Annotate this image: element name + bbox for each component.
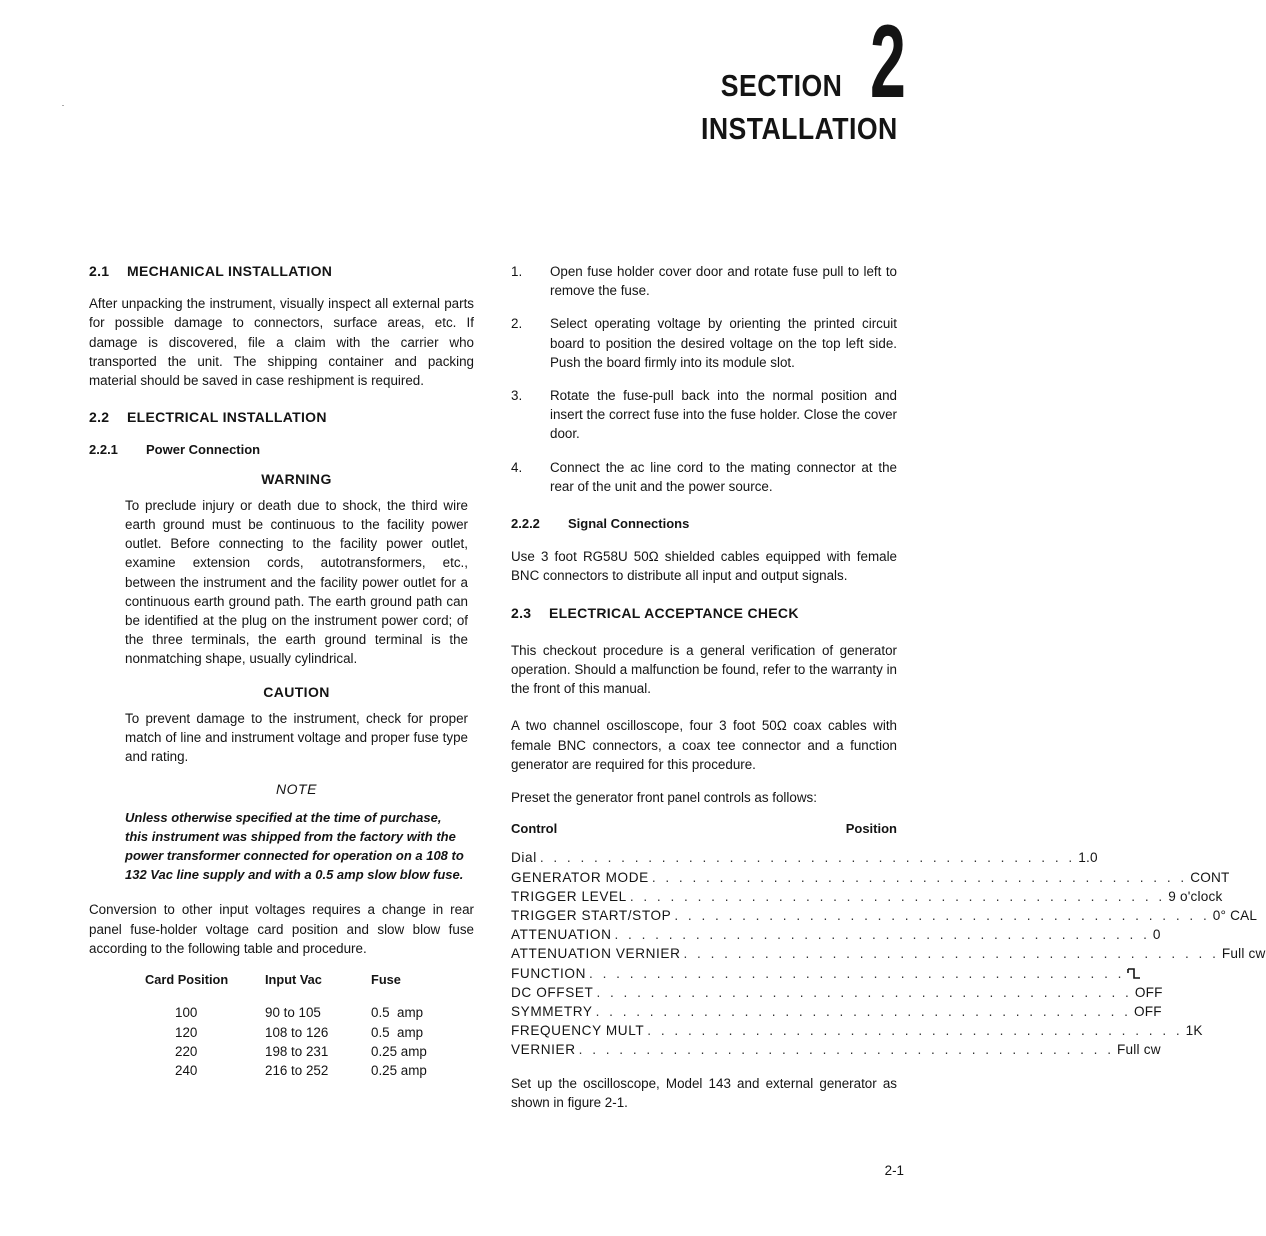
scan-speck bbox=[62, 105, 64, 106]
control-row bbox=[511, 1002, 1162, 1021]
control-row bbox=[511, 868, 1230, 887]
position-column-header: Position bbox=[845, 821, 897, 837]
section-word: SECTION bbox=[720, 68, 843, 104]
fuse-cell: 0.5 amp bbox=[371, 1024, 424, 1040]
conversion-text: Conversion to other input voltages requires a change in rear panel fuse-holder voltage card position and slow blow fuse according to the following table and procedure. bbox=[89, 902, 474, 956]
heading-number: 2.2.2 bbox=[511, 516, 540, 532]
control-row bbox=[511, 925, 1161, 944]
heading-number: 2.2 bbox=[89, 409, 110, 426]
procedure-steps bbox=[511, 262, 897, 496]
input-vac-cell: 216 to 252 bbox=[265, 1062, 329, 1078]
control-value: OFF bbox=[1133, 1003, 1162, 1019]
leader-dots: . . . . . . . . . . . . . . . . . . . . . . . . . . . . . . . . . . . . . . . . bbox=[683, 946, 1219, 962]
control-value: 1K bbox=[1185, 1023, 1203, 1039]
table-header-row bbox=[145, 970, 451, 1003]
column-header: Card Position bbox=[145, 972, 229, 988]
control-label: SYMMETRY bbox=[511, 1003, 593, 1019]
caution-heading: CAUTION bbox=[263, 683, 330, 700]
control-value: OFF bbox=[1134, 984, 1163, 1000]
step-number: 3. bbox=[511, 388, 523, 404]
control-label: ATTENUATION bbox=[511, 927, 612, 943]
signal-connections-text: Use 3 foot RG58U 50Ω shielded cables equipped with female BNC connectors to distribute all input and output signals. bbox=[511, 549, 897, 584]
heading-title: Signal Connections bbox=[568, 516, 690, 532]
acceptance-check-text: This checkout procedure is a general verification of generator operation. Should a malfunction be found, refer to the warranty in the front of this manual. bbox=[511, 642, 897, 697]
note-text: Unless otherwise specified at the time of purchase, this instrument was shipped from the factory with the power transformer connected for operation on a 108 to 132 Vac line supply and with a 0.5 amp slow blow fuse. bbox=[125, 809, 464, 883]
leader-dots: . . . . . . . . . . . . . . . . . . . . . . . . . . . . . . . . . . . . . . . . bbox=[614, 927, 1150, 943]
heading-2-2 bbox=[89, 408, 474, 427]
leader-dots: . . . . . . . . . . . . . . . . . . . . . . . . . . . . . . . . . . . . . . . . bbox=[578, 1042, 1115, 1058]
input-vac-cell: 90 to 105 bbox=[265, 1005, 321, 1021]
control-value: 0 bbox=[1152, 927, 1161, 943]
control-row bbox=[511, 983, 1163, 1002]
heading-title: ELECTRICAL INSTALLATION bbox=[127, 409, 327, 426]
heading-2-2-1 bbox=[89, 440, 474, 459]
column-header: Input Vac bbox=[265, 972, 322, 988]
heading-title: Power Connection bbox=[146, 442, 261, 458]
control-label: TRIGGER LEVEL bbox=[511, 888, 627, 904]
leader-dots: . . . . . . . . . . . . . . . . . . . . . . . . . . . . . . . . . . . . . . . . bbox=[674, 908, 1210, 924]
control-label: TRIGGER START/STOP bbox=[511, 908, 672, 924]
control-value: Full cw bbox=[1117, 1042, 1161, 1058]
warning-heading: WARNING bbox=[261, 470, 332, 487]
leader-dots: . . . . . . . . . . . . . . . . . . . . . . . . . . . . . . . . . . . . . . . . bbox=[595, 1003, 1131, 1019]
leader-dots: . . . . . . . . . . . . . . . . . . . . . . . . . . . . . . . . . . . . . . . . bbox=[596, 984, 1132, 1000]
step-number: 1. bbox=[511, 264, 523, 279]
control-value: 1.0 bbox=[1078, 850, 1098, 866]
control-label: FUNCTION bbox=[511, 965, 587, 981]
table-row bbox=[145, 1042, 451, 1061]
setup-text: Set up the oscilloscope, Model 143 and external generator as shown in figure 2-1. bbox=[511, 1075, 897, 1110]
column-header: Fuse bbox=[371, 972, 401, 988]
table-row bbox=[145, 1061, 451, 1080]
heading-2-1 bbox=[89, 262, 474, 281]
right-column bbox=[511, 262, 1266, 1124]
table-row bbox=[145, 1003, 451, 1022]
fuse-cell: 0.25 amp bbox=[371, 1043, 427, 1059]
list-item bbox=[511, 386, 897, 444]
control-row bbox=[511, 906, 1258, 925]
control-row bbox=[511, 887, 1223, 906]
section-header bbox=[669, 4, 906, 147]
caution-text: To prevent damage to the instrument, check for proper match of line and instrument voltage and proper fuse type and rating. bbox=[125, 710, 468, 765]
control-row bbox=[511, 1021, 1203, 1040]
section-line bbox=[669, 4, 906, 120]
controls-list bbox=[511, 848, 1266, 1059]
control-value: 9 o'clock bbox=[1168, 888, 1223, 904]
fuse-cell: 0.5 amp bbox=[371, 1005, 424, 1021]
mechanical-installation-text: After unpacking the instrument, visually inspect all external parts for possible damage to connectors, surface areas, etc. If damage is discovered, file a claim with the carrier who transported the unit. The shipping container and packing material should be saved in case reshipment is required. bbox=[89, 296, 474, 389]
heading-number: 2.1 bbox=[89, 263, 110, 279]
card-position-cell: 220 bbox=[175, 1043, 198, 1059]
fuse-cell: 0.25 amp bbox=[371, 1062, 427, 1078]
step-text: Select operating voltage by orienting the printed circuit board to position the desired voltage on the top left side. Push the board firmly into its module slot. bbox=[550, 316, 897, 370]
step-text: Open fuse holder cover door and rotate fuse pull to left to remove the fuse. bbox=[550, 264, 897, 299]
heading-2-3 bbox=[511, 604, 897, 623]
input-vac-cell: 108 to 126 bbox=[265, 1024, 329, 1040]
control-value: Full cw bbox=[1221, 946, 1266, 962]
section-number: 2 bbox=[870, 4, 906, 120]
control-label: ATTENUATION VERNIER bbox=[511, 946, 681, 962]
controls-header bbox=[511, 819, 897, 838]
heading-title: ELECTRICAL ACCEPTANCE CHECK bbox=[549, 604, 799, 621]
step-number: 4. bbox=[511, 459, 523, 475]
list-item bbox=[511, 262, 897, 300]
input-vac-cell: 198 to 231 bbox=[265, 1043, 329, 1059]
card-position-cell: 240 bbox=[175, 1062, 198, 1078]
control-row bbox=[511, 848, 1098, 867]
section-title: INSTALLATION bbox=[701, 111, 898, 147]
warning-text: To preclude injury or death due to shock, the third wire earth ground must be continuous to the facility power outlet. Before connecting to the facility power outlet, examine extension cords, autotransformers, etc., between the instrument and the facility power outlet for a continuous earth ground path. The earth ground path can be identified at the plug on the instrument power cord; of the three terminals, the earth ground terminal is the nonmatching shape, usually cylindrical. bbox=[125, 497, 468, 667]
control-label: FREQUENCY MULT bbox=[511, 1023, 645, 1039]
control-label: DC OFFSET bbox=[511, 984, 594, 1000]
card-position-cell: 100 bbox=[175, 1005, 198, 1021]
table-row bbox=[145, 1023, 451, 1042]
control-label: GENERATOR MODE bbox=[511, 869, 649, 885]
equipment-text: A two channel oscilloscope, four 3 foot 50Ω coax cables with female BNC connectors, a coax tee connector and a function generator are required for this procedure. bbox=[511, 718, 897, 772]
card-position-cell: 120 bbox=[175, 1024, 198, 1040]
leader-dots: . . . . . . . . . . . . . . . . . . . . . . . . . . . . . . . . . . . . . . . . bbox=[629, 888, 1166, 904]
left-column bbox=[89, 262, 474, 1080]
list-item bbox=[511, 458, 897, 496]
step-text: Connect the ac line cord to the mating connector at the rear of the unit and the power source. bbox=[550, 459, 897, 494]
control-label: Dial bbox=[511, 850, 537, 866]
list-item bbox=[511, 314, 897, 372]
note-heading: NOTE bbox=[276, 781, 317, 798]
control-row bbox=[511, 964, 1125, 983]
preset-text: Preset the generator front panel controls as follows: bbox=[511, 790, 817, 806]
leader-dots: . . . . . . . . . . . . . . . . . . . . . . . . . . . . . . . . . . . . . . . . bbox=[539, 850, 1076, 866]
step-number: 2. bbox=[511, 316, 523, 332]
step-text: Rotate the fuse-pull back into the normal position and insert the correct fuse into the fuse holder. Close the cover door. bbox=[550, 388, 897, 442]
warning-block bbox=[125, 470, 468, 885]
control-value: 0° CAL bbox=[1212, 908, 1258, 924]
heading-title: MECHANICAL INSTALLATION bbox=[127, 263, 333, 279]
control-label: VERNIER bbox=[511, 1042, 576, 1058]
control-column-header: Control bbox=[511, 821, 558, 837]
leader-dots: . . . . . . . . . . . . . . . . . . . . . . . . . . . . . . . . . . . . . . . . bbox=[647, 1023, 1183, 1039]
voltage-table bbox=[145, 970, 451, 1080]
control-row bbox=[511, 1040, 1161, 1059]
control-value: CONT bbox=[1190, 869, 1230, 885]
heading-2-2-2 bbox=[511, 514, 897, 533]
heading-number: 2.3 bbox=[511, 604, 532, 621]
leader-dots: . . . . . . . . . . . . . . . . . . . . . . . . . . . . . . . . . . . . . . . . bbox=[589, 965, 1125, 981]
page-number: 2-1 bbox=[884, 1163, 904, 1178]
square-wave-icon bbox=[1127, 964, 1141, 983]
control-row bbox=[511, 944, 1266, 963]
heading-number: 2.2.1 bbox=[89, 442, 118, 458]
leader-dots: . . . . . . . . . . . . . . . . . . . . . . . . . . . . . . . . . . . . . . . . bbox=[651, 869, 1188, 885]
